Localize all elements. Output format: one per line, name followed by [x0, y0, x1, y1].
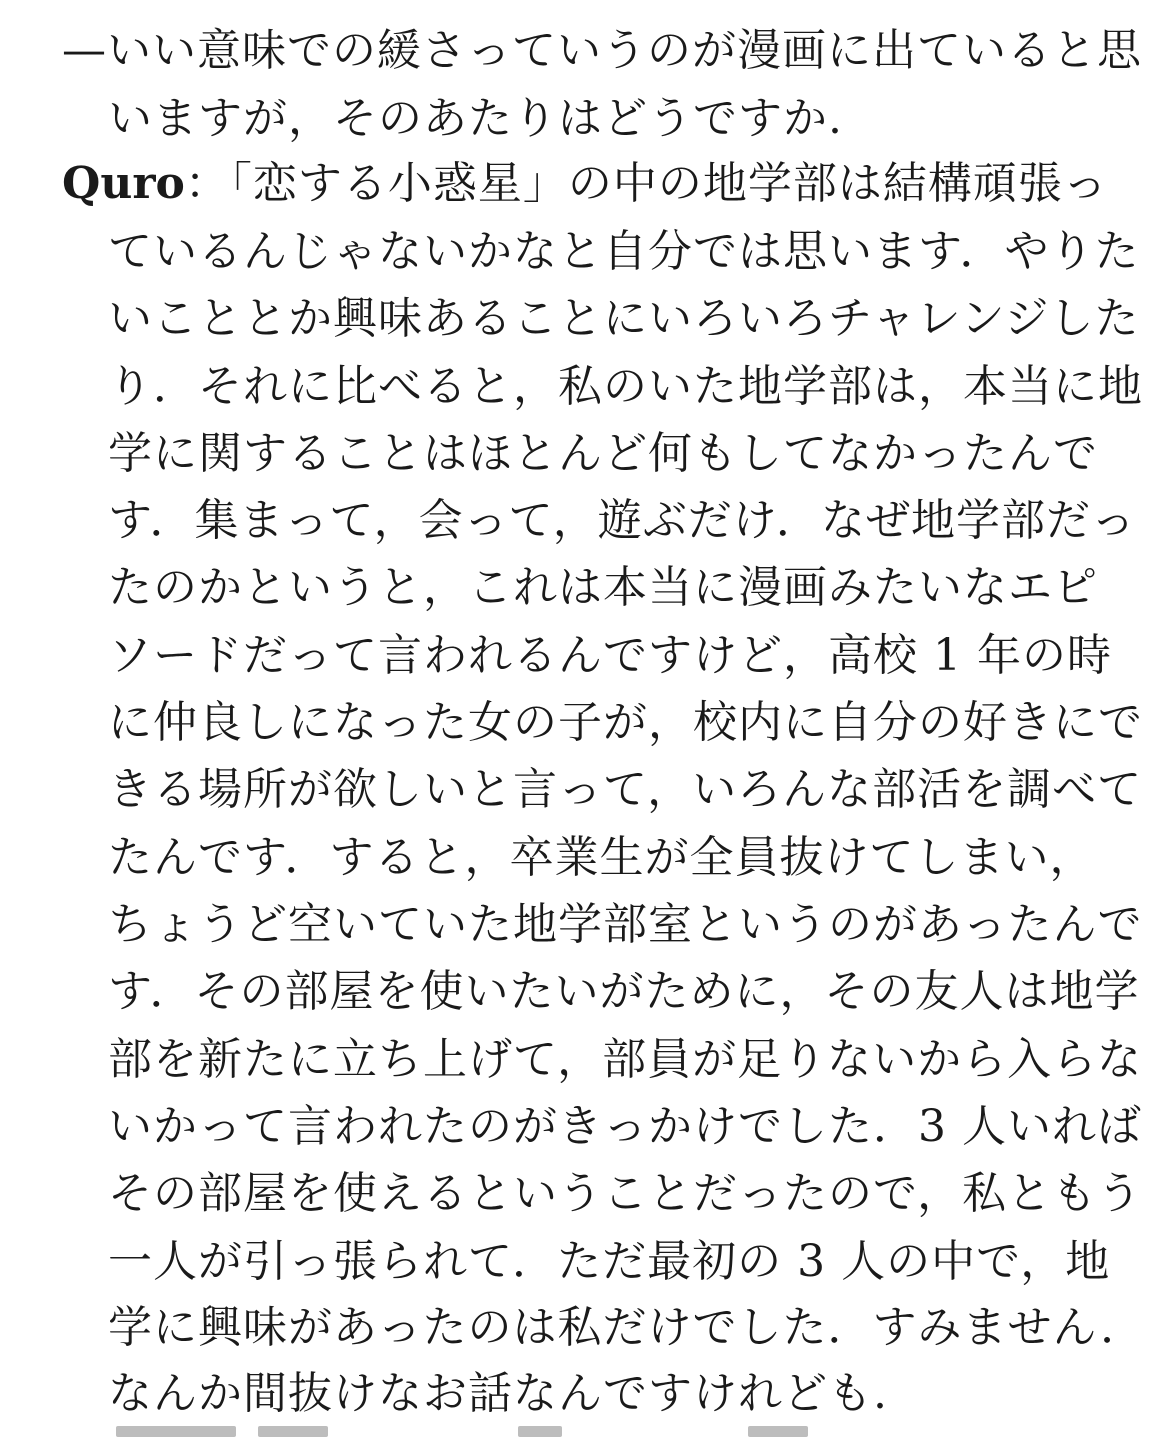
answer-line: きる場所が欲しいと言って，いろんな部活を調べて: [108, 764, 1143, 815]
answer-line: 学に興味があったのは私だけでした．すみません．: [108, 1302, 1146, 1353]
answer-line: す．その部屋を使いたいがために，その友人は地学: [108, 966, 1140, 1017]
answer-line: なんか間抜けなお話なんですけれども.: [108, 1368, 888, 1419]
answer-line: 「恋する小惑星」の中の地学部は結構頑張っ: [229, 158, 1108, 209]
answer-line: その部屋を使えるということだったので，私ともう: [108, 1168, 1143, 1219]
answer-line: いかって言われたのがきっかけでした．3 人いれば: [108, 1101, 1142, 1152]
answer-line: す．集まって，会って，遊ぶだけ．なぜ地学部だっ: [108, 495, 1136, 546]
answer-line: り．それに比べると，私のいた地学部は，本当に地: [108, 361, 1143, 412]
question-line: いますが，そのあたりはどうですか.: [108, 93, 843, 144]
answer-line: 学に関することはほとんど何もしてなかったんで: [108, 428, 1098, 479]
answer-line: 一人が引っ張られて．ただ最初の 3 人の中で，地: [108, 1236, 1111, 1287]
question-line: —いい意味での緩さっていうのが漫画に出ていると思: [62, 25, 1142, 76]
cropped-next-line: [108, 1426, 878, 1437]
answer-line: 部を新たに立ち上げて，部員が足りないから入らな: [108, 1034, 1143, 1085]
answer-line: ているんじゃないかなと自分では思います．やりた: [108, 226, 1140, 277]
answer-line: に仲良しになった女の子が，校内に自分の好きにで: [108, 697, 1143, 748]
answer-line: たんです．すると，卒業生が全員抜けてしまい，: [108, 832, 1095, 883]
answer-line: たのかというと，これは本当に漫画みたいなエピ: [108, 562, 1098, 613]
answer-line: いこととか興味あることにいろいろチャレンジした: [108, 293, 1140, 344]
speaker-separator: ：: [184, 158, 230, 209]
answer-line: ソードだって言われるんですけど，高校 1 年の時: [108, 630, 1112, 681]
answer-first-line: [62, 158, 1108, 209]
answer-line: ちょうど空いていた地学部室というのがあったんで: [108, 899, 1143, 950]
speaker-name: Quro: [62, 158, 185, 209]
